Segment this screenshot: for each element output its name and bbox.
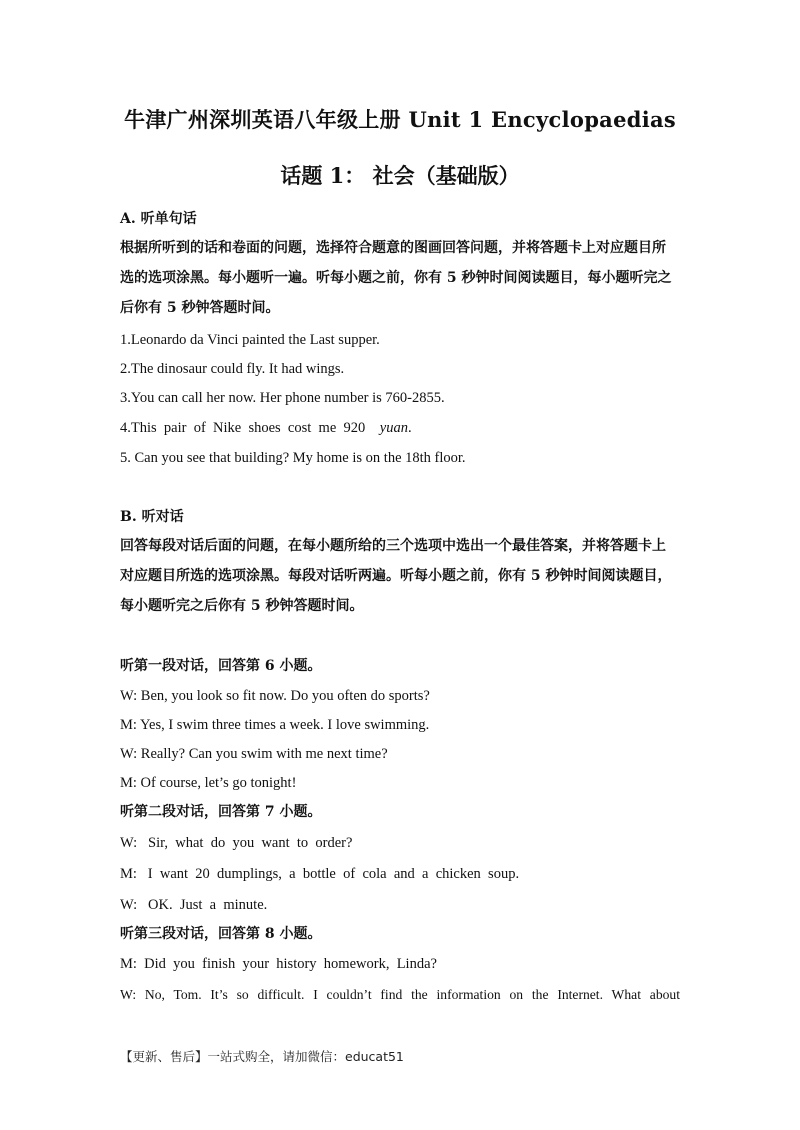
- document-subtitle: 话题 1： 社会（基础版）: [280, 163, 520, 188]
- section-a-item-5: 5. Can you see that building? My home is on the 18th floor.: [120, 450, 466, 466]
- section-a-item-1: 1.Leonardo da Vinci painted the Last supper.: [120, 332, 380, 348]
- dialog-1-heading: 听第一段对话，回答第 6 小题。: [120, 658, 322, 674]
- dialog-2-line: W: OK. Just a minute.: [120, 897, 268, 913]
- section-a-heading: A. 听单句话: [120, 211, 197, 227]
- section-b-heading: B. 听对话: [120, 509, 184, 525]
- section-b-instruction-line: 每小题听完之后你有 5 秒钟答题时间。: [120, 598, 364, 614]
- document-title: 牛津广州深圳英语八年级上册 Unit 1 Encyclopaedias: [123, 107, 677, 132]
- dialog-2-line: M: I want 20 dumplings, a bottle of cola and a chicken soup.: [120, 866, 520, 882]
- dialog-1-line: W: Ben, you look so fit now. Do you often do sports?: [120, 688, 430, 704]
- dialog-1-line: W: Really? Can you swim with me next time?: [120, 746, 388, 762]
- dialog-1-line: M: Of course, let’s go tonight!: [120, 775, 297, 791]
- section-a-item-3: 3.You can call her now. Her phone number is 760-2855.: [120, 390, 445, 406]
- dialog-3-line: M: Did you finish your history homework, Linda?: [120, 956, 437, 972]
- section-a-item-2: 2.The dinosaur could fly. It had wings.: [120, 361, 345, 377]
- section-a-item-4-italic: yuan: [379, 420, 408, 436]
- dialog-1-line: M: Yes, I swim three times a week. I love swimming.: [120, 717, 430, 733]
- section-b-instruction-line: 对应题目所选的选项涂黑。每段对话听两遍。听每小题之前，你有 5 秒钟时间阅读题目，: [120, 568, 672, 584]
- dialog-2-heading: 听第二段对话，回答第 7 小题。: [120, 804, 322, 820]
- dialog-3-heading: 听第三段对话，回答第 8 小题。: [120, 926, 322, 942]
- section-a-item-4-end: .: [407, 420, 412, 436]
- section-a-instruction-line: 根据所听到的话和卷面的问题，选择符合题意的图画回答问题，并将答题卡上对应题目所: [120, 240, 666, 256]
- dialog-2-line: W: Sir, what do you want to order?: [120, 835, 353, 851]
- section-b-instruction-line: 回答每段对话后面的问题，在每小题所给的三个选项中选出一个最佳答案，并将答题卡上: [120, 538, 666, 554]
- footer-note: 【更新、售后】一站式购全，请加微信：educat51: [120, 1049, 404, 1064]
- section-a-item-4: [120, 418, 680, 438]
- section-a-instruction-line: 选的选项涂黑。每小题听一遍。听每小题之前，你有 5 秒钟时间阅读题目，每小题听完之: [120, 270, 672, 286]
- section-a-instruction-line: 后你有 5 秒钟答题时间。: [120, 300, 280, 316]
- dialog-3-line: W: No, Tom. It’s so difficult. I couldn’t find the information on the Internet. What about: [120, 987, 680, 1002]
- section-a-item-4-text: 4.This pair of Nike shoes cost me 920: [120, 420, 373, 436]
